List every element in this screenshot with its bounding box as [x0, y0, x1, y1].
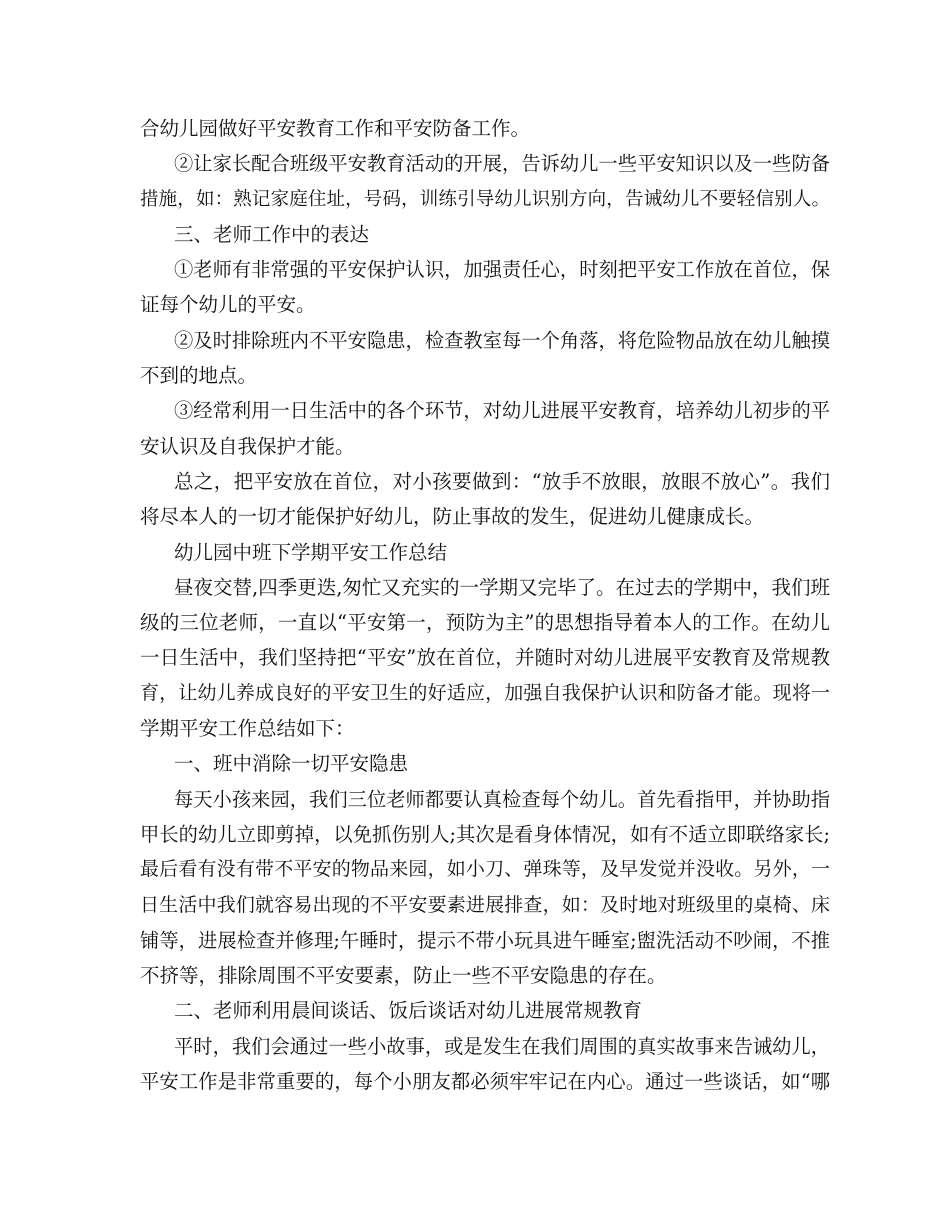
text-line: ③经常利用一日生活中的各个环节，对幼儿进展平安教育，培养幼儿初步的平 — [174, 399, 830, 423]
text-line: 合幼儿园做好平安教育工作和平安防备工作。 — [140, 117, 531, 140]
text-line: 一、班中消除一切平安隐患 — [174, 752, 409, 776]
text-line: 总之，把平安放在首位，对小孩要做到：“放手不放眼，放眼不放心”。我们 — [174, 469, 830, 493]
text-line: 平时，我们会通过一些小故事，或是发生在我们周围的真实故事来告诫幼儿， — [174, 1034, 830, 1058]
text-line: 一日生活中，我们坚持把“平安”放在首位，并随时对幼儿进展平安教育及常规教 — [140, 646, 830, 670]
text-line: 不挤等，排除周围不平安要素，防止一些不平安隐患的存在。 — [140, 964, 667, 988]
text-line: 安认识及自我保护才能。 — [140, 434, 355, 458]
document-body — [140, 111, 830, 1099]
text-line: 学期平安工作总结如下： — [140, 717, 355, 741]
text-line: 日生活中我们就容易出现的不平安要素进展排查，如：及时地对班级里的桌椅、床 — [140, 893, 830, 916]
text-line: ②及时排除班内不平安隐患，检查教室每一个角落，将危险物品放在幼儿触摸 — [174, 328, 830, 352]
text-line: ②让家长配合班级平安教育活动的开展，告诉幼儿一些平安知识以及一些防备 — [174, 152, 830, 176]
text-line: 铺等，进展检查并修理;午睡时，提示不带小玩具进午睡室;盥洗活动不吵闹，不推 — [140, 928, 830, 952]
text-line: 平安工作是非常重要的，每个小朋友都必须牢牢记在内心。通过一些谈话，如“哪 — [140, 1070, 830, 1094]
text-line: 育，让幼儿养成良好的平安卫生的好适应，加强自我保护认识和防备才能。现将一 — [140, 681, 830, 704]
text-line: 二、老师利用晨间谈话、饭后谈话对幼儿进展常规教育 — [174, 999, 643, 1023]
text-line: 措施，如：熟记家庭住址，号码，训练引导幼儿识别方向，告诫幼儿不要轻信别人。 — [140, 188, 830, 210]
text-line: 每天小孩来园，我们三位老师都要认真检查每个幼儿。首先看指甲，并协助指 — [174, 787, 830, 811]
text-line: ①老师有非常强的平安保护认识，加强责任心，时刻把平安工作放在首位，保 — [174, 258, 830, 282]
text-line: 甲长的幼儿立即剪掉，以免抓伤别人;其次是看身体情况，如有不适立即联络家长; — [140, 822, 830, 846]
text-line: 三、老师工作中的表达 — [174, 222, 370, 246]
text-line: 不到的地点。 — [140, 364, 258, 388]
text-line: 级的三位老师，一直以“平安第一，预防为主”的思想指导着本人的工作。在幼儿 — [140, 611, 830, 635]
text-line: 最后看有没有带不平安的物品来园，如小刀、弹珠等，及早发觉并没收。另外，一 — [140, 858, 830, 881]
text-line: 幼儿园中班下学期平安工作总结 — [174, 540, 448, 564]
text-line: 昼夜交替,四季更迭,匆忙又充实的一学期又完毕了。在过去的学期中，我们班 — [174, 575, 830, 599]
text-line: 将尽本人的一切才能保护好幼儿，防止事故的发生，促进幼儿健康成长。 — [140, 505, 765, 529]
text-line: 证每个幼儿的平安。 — [140, 293, 316, 317]
